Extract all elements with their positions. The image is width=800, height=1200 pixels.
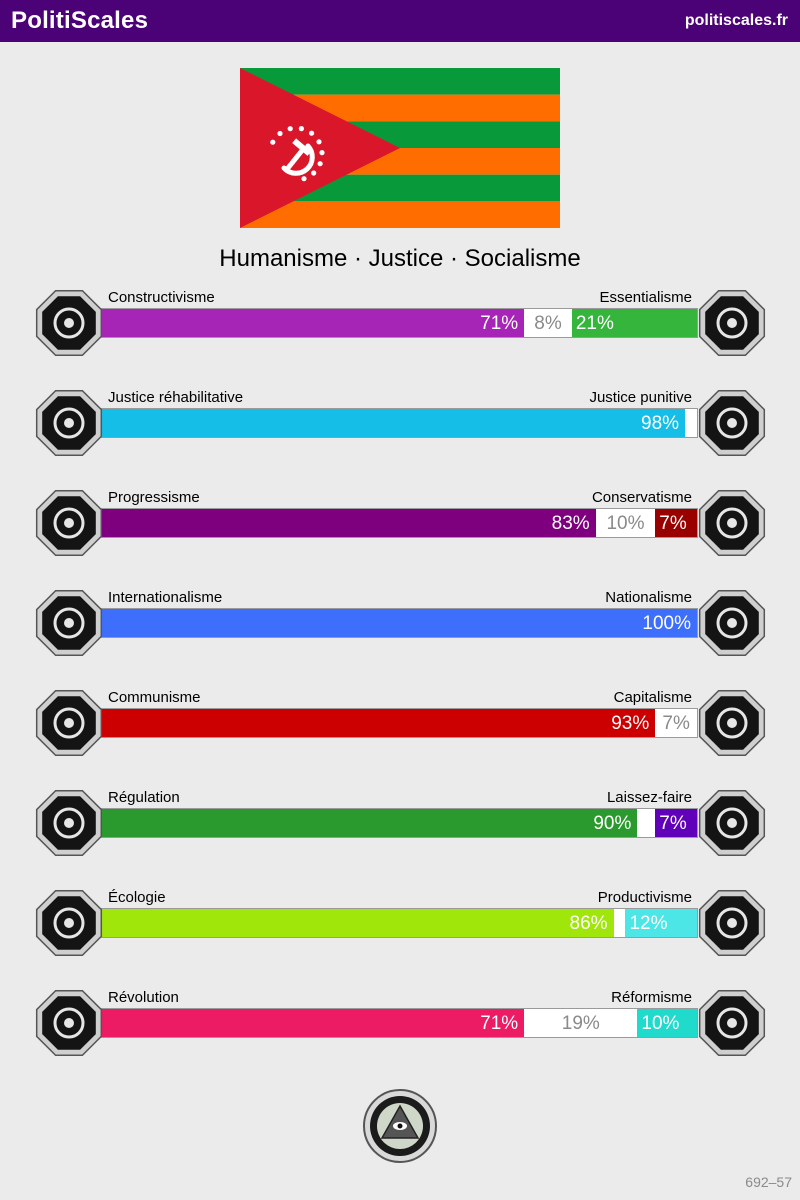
site-url[interactable]: politiscales.fr xyxy=(684,12,788,29)
axis-neutral-segment-value: 8% xyxy=(534,313,562,334)
axis-right-segment xyxy=(655,509,697,537)
axis-left-segment xyxy=(101,809,637,837)
axis-right-label: Laissez-faire xyxy=(606,789,692,806)
axis-right-label: Productivisme xyxy=(597,889,692,906)
flag-star xyxy=(301,176,306,181)
raised-fist-icon xyxy=(33,987,105,1059)
flag-star xyxy=(309,131,314,136)
flag-star xyxy=(299,126,304,131)
axis-right-segment xyxy=(572,309,697,337)
axis-neutral-segment xyxy=(655,709,697,737)
flag-icon xyxy=(696,587,768,659)
result-code: 692–57 xyxy=(745,1174,792,1190)
axis-bar xyxy=(100,708,698,738)
axis-right-segment-value: 7% xyxy=(659,513,687,534)
axis-right-segment-value: 7% xyxy=(659,813,687,834)
axis-left-label: Progressisme xyxy=(108,489,200,506)
axis-right-label: Essentialisme xyxy=(599,289,692,306)
quill-pen-icon xyxy=(696,487,768,559)
prison-bars-icon xyxy=(696,387,768,459)
axis-right-label: Nationalisme xyxy=(605,589,692,606)
flag-star xyxy=(277,131,282,136)
axis-left-segment-value: 100% xyxy=(642,613,691,634)
slogan: Humanisme · Justice · Socialisme xyxy=(219,245,581,272)
flag-stripe xyxy=(240,68,560,95)
butterfly-icon xyxy=(696,787,768,859)
axis-right-label: Conservatisme xyxy=(591,489,692,506)
axis-right-label: Justice punitive xyxy=(589,389,692,406)
axis-right-label: Capitalisme xyxy=(613,689,692,706)
axis-left-segment xyxy=(101,509,596,537)
axis-neutral-segment xyxy=(524,1009,637,1037)
axis-left-label: Constructivisme xyxy=(108,289,215,306)
axis-row xyxy=(0,787,800,887)
axis-neutral-segment-value: 19% xyxy=(561,1013,600,1034)
axis-right-label: Réformisme xyxy=(611,989,692,1006)
flower-icon xyxy=(696,287,768,359)
axis-right-segment-value: 12% xyxy=(629,913,668,934)
rocket-icon xyxy=(33,487,105,559)
axis-left-segment xyxy=(101,609,697,637)
flag-star xyxy=(270,140,275,145)
axis-left-label: Écologie xyxy=(108,889,166,906)
axis-row xyxy=(0,687,800,787)
axis-left-segment-value: 98% xyxy=(641,413,680,434)
axis-left-segment-value: 90% xyxy=(593,813,632,834)
axis-neutral-segment-value: 7% xyxy=(662,713,690,734)
axis-row xyxy=(0,387,800,487)
axis-left-segment-value: 86% xyxy=(569,913,608,934)
flag-star xyxy=(288,126,293,131)
axis-left-segment xyxy=(101,1009,524,1037)
hammer-sickle-icon xyxy=(33,687,105,759)
axis-row xyxy=(0,587,800,687)
flag-star xyxy=(311,170,316,175)
axis-row xyxy=(0,887,800,987)
axis-left-segment xyxy=(101,409,685,437)
result-flag xyxy=(240,68,560,228)
axis-left-segment-value: 71% xyxy=(480,1013,519,1034)
axis-neutral-segment xyxy=(524,309,572,337)
axis-neutral-segment xyxy=(614,909,626,937)
axis-bar xyxy=(100,1008,698,1038)
axis-left-segment xyxy=(101,709,655,737)
axis-left-label: Communisme xyxy=(108,689,201,706)
axis-bar xyxy=(100,408,698,438)
axis-neutral-segment xyxy=(637,809,655,837)
handshake-icon xyxy=(33,387,105,459)
axis-bar xyxy=(100,608,698,638)
axis-bar xyxy=(100,508,698,538)
axis-left-label: Révolution xyxy=(108,989,179,1006)
axis-left-segment xyxy=(101,309,524,337)
axis-neutral-segment xyxy=(596,509,656,537)
brand-title[interactable]: PolitiScales xyxy=(11,7,149,34)
axis-left-segment-value: 93% xyxy=(611,713,650,734)
axis-right-segment-value: 21% xyxy=(575,313,614,334)
axis-row xyxy=(0,487,800,587)
axis-bar xyxy=(100,808,698,838)
sprout-icon xyxy=(33,887,105,959)
axis-left-label: Justice réhabilitative xyxy=(108,389,244,406)
flag-star xyxy=(316,139,321,144)
axis-neutral-segment-value: 10% xyxy=(606,513,645,534)
flag-star xyxy=(319,150,324,155)
axis-right-segment-value: 10% xyxy=(641,1013,680,1034)
axis-right-segment xyxy=(655,809,697,837)
axis-bar xyxy=(100,908,698,938)
axis-right-segment xyxy=(637,1009,697,1037)
axis-left-segment-value: 83% xyxy=(551,513,590,534)
axis-left-segment-value: 71% xyxy=(480,313,519,334)
ruler-icon xyxy=(33,787,105,859)
flag-stripe xyxy=(240,201,560,228)
axis-left-label: Internationalisme xyxy=(108,589,223,606)
eye-pyramid-seal-icon xyxy=(362,1088,438,1164)
axis-bar xyxy=(100,308,698,338)
axis-row xyxy=(0,287,800,387)
axis-row xyxy=(0,987,800,1087)
money-bag-icon xyxy=(696,687,768,759)
globe-icon xyxy=(33,587,105,659)
axis-right-segment xyxy=(625,909,697,937)
axis-left-label: Régulation xyxy=(108,789,180,806)
gear-icon xyxy=(696,887,768,959)
header-bar xyxy=(0,0,800,42)
mask-icon xyxy=(33,287,105,359)
flag-star xyxy=(318,161,323,166)
axis-left-segment xyxy=(101,909,614,937)
parliament-icon xyxy=(696,987,768,1059)
